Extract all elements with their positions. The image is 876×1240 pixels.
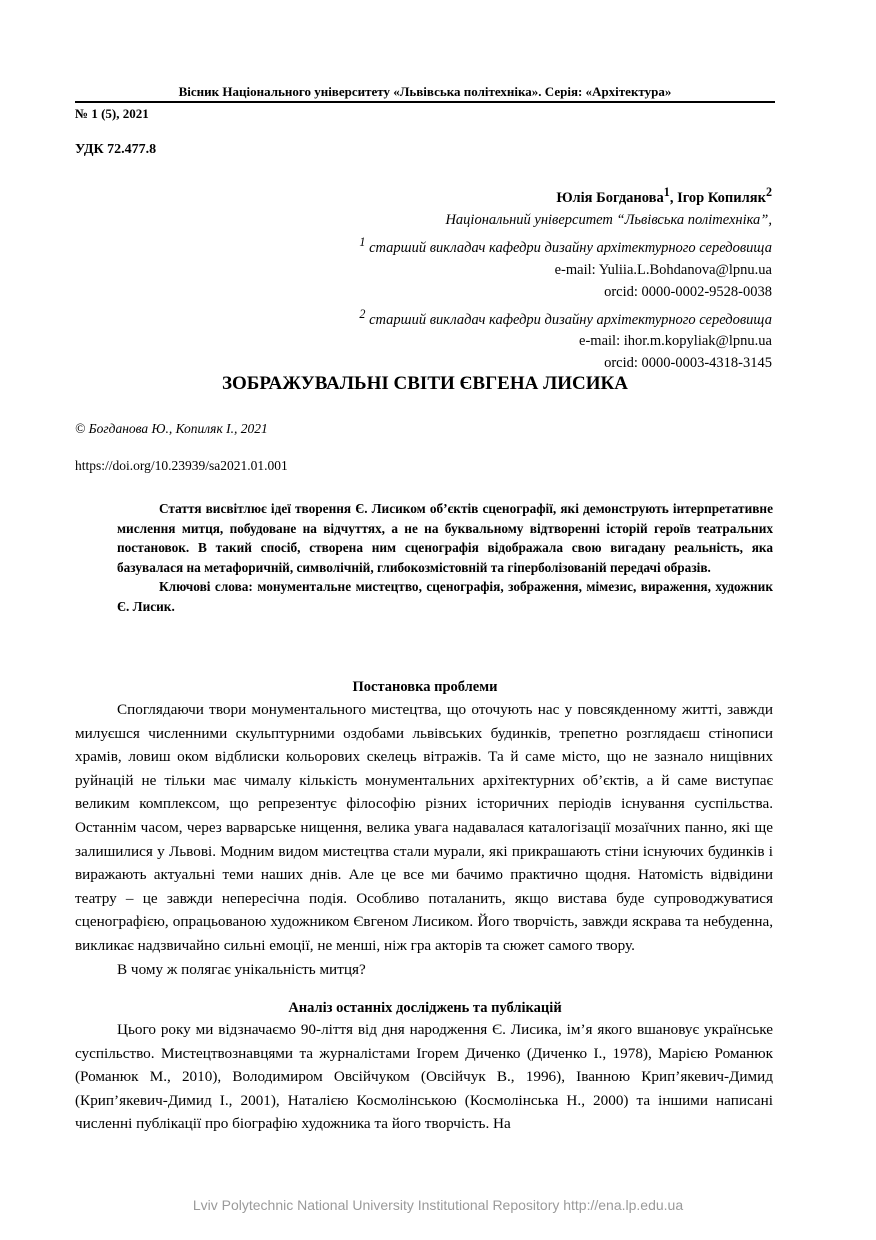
author-2-orcid: orcid: 0000-0003-4318-3145 [604,355,772,372]
author-separator: , [669,189,678,206]
doi-link[interactable]: https://doi.org/10.23939/sa2021.01.001 [75,458,288,473]
section-heading-problem: Постановка проблеми [352,679,498,695]
journal-title: Вісник Національного університету «Львівська політехніка». Серія: «Архітектура» [178,84,672,99]
author-2-name: Ігор Копиляк [677,189,766,206]
section-heading-analysis: Аналіз останніх досліджень та публікацій [288,1000,562,1016]
copyright-line: © Богданова Ю., Копиляк І., 2021 [75,421,268,436]
repository-footer: Lviv Polytechnic National University Institutional Repository http://ena.lp.edu.ua [192,1197,684,1213]
author-1-role [172,231,772,259]
section-analysis-body [75,1018,773,1136]
paragraph: Цього року ми відзначаємо 90-ліття від дня народження Є. Лисика, ім’я якого вшановує українське суспільство. Мистецтвознавцями та журналістами Ігорем Диченко (Диченко І., 1978), Марією Романюк (Романюк М., 2010), Володимиром Овсійчуком (Овсійчук В., 1996), Іванною Крип’якевич-Димид (Крип’якевич-Димид І., 2001), Наталією Космолінською (Космолінська Н., 2000) та іншими написані численні публікації про біографію художника та його творчість. На [75,1021,773,1133]
paragraph: Споглядаючи твори монументального мистецтва, що оточують нас у повсякденному житті, завжди милуєшся численними скульптурними оздобами львівських будинків, трепетно розглядаєш стінописи храмів, ловиш оком відблиски кольорових скелець вітражів. Та й саме місто, що не зазнало нищівних руйнацій не тільки має чималу кількість монументальних архітектурних об’єктів, а й саме виступає великим комплексом, що репрезентує філософію різних історичних періодів існування суспільства. Останнім часом, через варварське нищення, велика увага надавалася каталогізації мозаїчних панно, які ще залишилися у Львові. Модним видом мистецтва стали мурали, які прикрашають стіни існуючих будинків і виражають актуальні теми наших днів. Але це все ми бачимо практично щодня. Натомість відвідини театру – це завжди непересічна подія. Особливо поталанить, якщо вистава буде супроводжуватися сценографією, опрацьованою художником Євгеном Лисиком. Його творчість, завжди яскрава та небуденна, викликає надзвичайно сильні емоції, не менші, ніж гра акторів та сюжет самого твору. [75,701,773,954]
author-1-name: Юлія Богданова [556,189,664,206]
author-2-role-text: старший викладач кафедри дизайну архітектурного середовища [365,311,772,328]
article-title: ЗОБРАЖУВАЛЬНІ СВІТИ ЄВГЕНА ЛИСИКА [221,373,629,394]
udk-code: УДК 72.477.8 [75,142,157,157]
author-1-orcid: orcid: 0000-0002-9528-0038 [604,283,772,300]
author-1-email: e-mail: Yuliia.L.Bohdanova@lpnu.ua [554,261,772,278]
paragraph: В чому ж полягає унікальність митця? [117,960,366,978]
author-1-role-text: старший викладач кафедри дизайну архітектурного середовища [365,239,772,256]
abstract-text: Стаття висвітлює ідеї творення Є. Лисиком об’єктів сценографії, які демонструють інтерпретативне мислення митця, побудоване на відчуттях, а не на буквальному відтворенні історій героїв театральних постановок. В такий спосіб, створена ним сценографія відображала свою вигадану реальність, яка базувалася на метафоричній, символічній, глибокозмістовній та гіперболізованій передачі образів. [117,501,773,575]
author-2-role [172,303,772,331]
author-1-marker: 1 [663,185,670,199]
keywords: Ключові слова: монументальне мистецтво, сценографія, зображення, мімезис, вираження, художник Є. Лисик. [117,579,773,614]
author-1-role-marker: 1 [359,234,366,249]
author-names [172,181,772,209]
author-info [172,181,772,374]
issue-number: № 1 (5), 2021 [75,106,149,121]
author-2-email: e-mail: ihor.m.kopyliak@lpnu.ua [579,333,772,350]
author-2-role-marker: 2 [359,306,366,321]
section-problem-body [75,698,773,981]
abstract [117,499,773,617]
affiliation: Національний університет “Львівська політехніка”, [445,211,772,228]
author-2-marker: 2 [765,185,772,199]
header-rule [75,101,775,103]
